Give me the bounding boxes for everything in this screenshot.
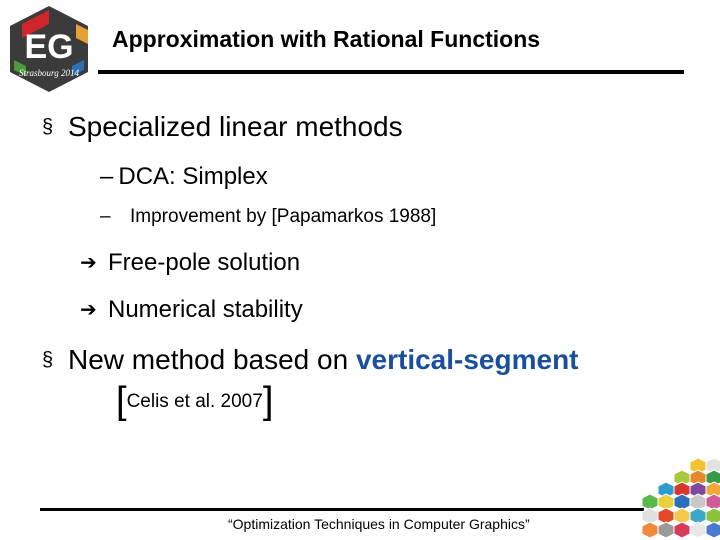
bullet-new-method — [42, 344, 579, 376]
citation-open-bracket: [ — [116, 380, 127, 422]
bullet-marker: § — [42, 349, 54, 371]
subsubbullet-improvement — [100, 206, 436, 228]
eg-logo — [4, 4, 94, 94]
hexagon-decoration — [636, 456, 720, 540]
bullet-marker: § — [42, 116, 54, 138]
bullet-text: New method based on — [68, 344, 356, 375]
logo-subtitle: Strasbourg 2014 — [19, 68, 79, 78]
subbullet-text: DCA: Simplex — [118, 163, 268, 190]
arrow-item-numerical-stability — [80, 296, 303, 324]
footer-text: “Optimization Techniques in Computer Graphics” — [228, 516, 530, 532]
arrow-item-free-pole — [80, 249, 300, 277]
logo-letters: EG — [24, 28, 74, 66]
bullet-text: Specialized linear methods — [68, 111, 403, 142]
arrow-icon: ➔ — [80, 252, 97, 274]
highlight-text: vertical-segment — [355, 344, 579, 375]
citation-close-bracket: ] — [262, 380, 274, 422]
dash-marker: – — [100, 163, 114, 190]
citation-text: Celis et al. 2007 — [126, 391, 263, 412]
arrow-item-text: Numerical stability — [108, 296, 303, 323]
subsubbullet-text: Improvement by [Papamarkos 1988] — [130, 206, 437, 227]
arrow-icon: ➔ — [80, 299, 97, 321]
slide-title: Approximation with Rational Functions — [112, 26, 541, 52]
title-rule — [98, 70, 684, 74]
citation — [116, 380, 273, 423]
dash-marker: – — [100, 206, 111, 227]
arrow-item-text: Free-pole solution — [108, 249, 301, 276]
footer-rule — [40, 508, 644, 511]
bullet-specialized-methods — [42, 111, 403, 143]
subbullet-dca — [100, 163, 268, 191]
